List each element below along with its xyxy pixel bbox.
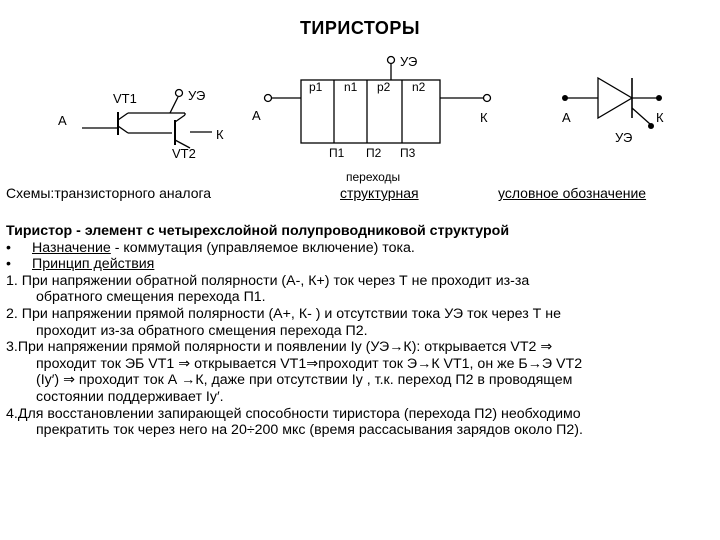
junction-p3: П3 [400, 146, 416, 160]
paragraph-1-line-2: обратного смещения перехода П1. [36, 289, 266, 306]
ue-label-analog: УЭ [188, 88, 206, 103]
structural-diagram [270, 64, 485, 143]
purpose-rest: - коммутация (управляемое включение) тока. [110, 239, 415, 256]
caption-symbol: условное обозначение [498, 185, 647, 201]
paragraph-2-line-1: 2. При напряжении прямой полярности (А+, К- ) и отсутствии тока УЭ ток через Т не [6, 305, 561, 322]
vt2-label: VT2 [172, 146, 196, 161]
ue-label-structure: УЭ [400, 54, 418, 69]
a-label-symbol: А [562, 110, 571, 125]
paragraph-3-line-3: (Iy′) ⇒ проходит ток А →К, даже при отсутствии Iy , т.к. переход П2 в проводящем [36, 372, 573, 389]
a-label-analog: А [58, 113, 67, 128]
paragraph-3-line-4: состоянии поддерживает Iy′. [36, 388, 224, 405]
transistor-analog-diagram [82, 97, 212, 148]
a-terminal-structure [265, 95, 272, 102]
a-label-structure: А [252, 108, 261, 123]
layer-p2: p2 [377, 80, 391, 94]
layer-n1: n1 [344, 80, 358, 94]
ue-terminal-structure [388, 57, 395, 64]
purpose-term: Назначение [32, 239, 111, 256]
ue-terminal-analog [176, 90, 183, 97]
caption-analog: Схемы:транзисторного аналога [6, 185, 212, 201]
page-title: ТИРИСТОРЫ [299, 18, 421, 38]
layer-n2: n2 [412, 80, 426, 94]
paragraph-3-line-1: 3.При напряжении прямой полярности и появлении Iy (УЭ→К): открывается VT2 ⇒ [6, 339, 553, 356]
paragraph-1-line-1: 1. При напряжении обратной полярности (А-, К+) ток через Т не проходит из-за [6, 272, 530, 289]
paragraph-3-line-2: проходит ток ЭБ VT1 ⇒ открывается VT1⇒проходит ток Э→К VT1, он же Б→Э VT2 [36, 355, 583, 372]
a-terminal-symbol [562, 95, 568, 101]
description-text [6, 223, 712, 439]
bullet: • [6, 239, 11, 256]
junctions-label: переходы [346, 170, 401, 184]
k-terminal-structure [484, 95, 491, 102]
purpose-item [6, 240, 712, 257]
principle-item [6, 256, 712, 273]
ue-terminal-symbol [648, 123, 654, 129]
paragraph-4-line-1: 4.Для восстановлении запирающей способности тиристора (перехода П2) необходимо [6, 405, 581, 422]
k-label-symbol: К [656, 110, 664, 125]
definition: Тиристор - элемент с четырехслойной полупроводниковой структурой [6, 223, 510, 239]
k-label-structure: К [480, 110, 488, 125]
junction-p2: П2 [366, 146, 382, 160]
principle-term: Принцип действия [32, 256, 155, 273]
layer-p1: p1 [309, 80, 323, 94]
paragraph-2-line-2: проходит из-за обратного смещения перехода П2. [36, 322, 368, 339]
paragraph-4-line-2: прекратить ток через него на 20÷200 мкс (время рассасывания зарядов около П2). [36, 422, 583, 439]
vt1-label: VT1 [113, 91, 137, 106]
caption-structural: структурная [340, 185, 419, 201]
k-label-analog: К [216, 127, 224, 142]
junction-p1: П1 [329, 146, 345, 160]
k-terminal-symbol [656, 95, 662, 101]
bullet: • [6, 256, 11, 273]
thyristor-symbol [567, 78, 657, 124]
ue-label-symbol: УЭ [615, 130, 633, 145]
